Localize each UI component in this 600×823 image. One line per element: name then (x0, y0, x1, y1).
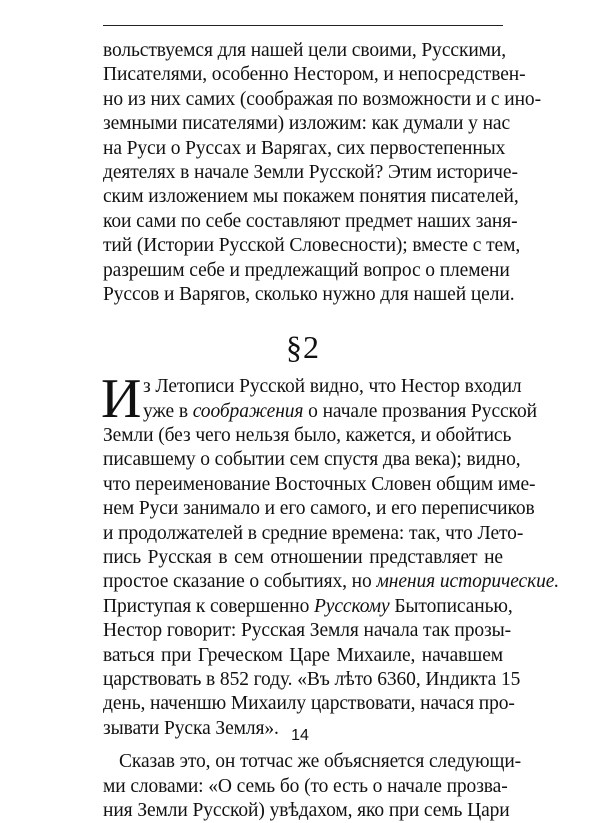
text-line: царствовать в 852 году. «Въ лѣто 6360, Индикта 15 (103, 668, 521, 690)
text-line: ским изложением мы покажем понятия писателей, (103, 186, 519, 208)
text-line (103, 570, 560, 594)
text-line (103, 595, 513, 619)
text-line: но из них самих (соображая по возможности и с ино- (103, 88, 541, 110)
text-segment: уже в (143, 400, 193, 422)
text-line: вольствуемся для нашей цели своими, Русскими, (103, 40, 507, 61)
text-line: тий (Истории Русской Словесности); вместе с тем, (103, 235, 521, 257)
text-line: Руссов и Варягов, сколько нужно для нашей цели. (103, 283, 515, 305)
text-line: Писателями, особенно Нестором, и непосредствен- (103, 64, 526, 86)
text-line: день, наченшю Михаилу царствовати, начася про- (103, 693, 515, 715)
text-segment: простое сказание о событиях, но (103, 571, 377, 593)
text-segment: Приступая к совершенно (103, 595, 314, 617)
text-line: з Летописи Русской видно, что Нестор входил (143, 376, 522, 398)
text-line: зывати Руска Земля». (103, 717, 279, 739)
text-line: писавшему о событии сем спустя два века); видно, (103, 449, 521, 471)
text-line (103, 400, 537, 424)
text-line: что переименование Восточных Словен общим име- (103, 473, 536, 495)
text-line: деятелях в начале Земли Русской? Этим историче- (103, 161, 518, 183)
section-heading: §2 (286, 329, 320, 366)
italic-text: Русскому (314, 595, 390, 617)
paragraph-3 (103, 750, 522, 823)
text-line: ваться при Греческом Царе Михаиле, начавшем (103, 644, 503, 666)
top-rule (103, 25, 503, 26)
text-line: и продолжателей в средние времена: так, что Лето- (103, 522, 524, 544)
text-line: кои сами по себе составляют предмет наших заня- (103, 210, 518, 232)
drop-cap: И (101, 368, 142, 431)
italic-text: соображения (192, 400, 304, 422)
text-line: Земли (без чего нельзя было, кажется, и обойтись (103, 425, 512, 447)
text-line: Сказав это, он тотчас же объясняется следующи- (119, 751, 522, 773)
text-line: земными писателями) изложим: как думали у нас (103, 113, 511, 135)
italic-text: мнения исторические. (376, 571, 560, 593)
text-line: на Руси о Руссах и Варягах, сих первостепенных (103, 137, 506, 159)
paragraph-1 (103, 39, 541, 307)
text-segment: Бытописанью, (389, 595, 513, 617)
text-line: ния Земли Русской) увѣдахом, яко при семь Цари (103, 799, 510, 821)
page-body (101, 39, 560, 823)
page-number: 14 (291, 727, 309, 744)
text-segment: о начале прозвания Русской (303, 400, 537, 422)
text-line: разрешим себе и предлежащий вопрос о племени (103, 259, 510, 281)
paragraph-2 (101, 368, 560, 741)
text-line: пись Русская в сем отношении представляет не (103, 547, 503, 569)
text-line: нем Руси занимало и его самого, и его переписчиков (103, 498, 535, 520)
text-line: Нестор говорит: Русская Земля начала так прозы- (103, 620, 512, 642)
text-line: ми словами: «О семь бо (то есть о начале прозва- (103, 775, 508, 797)
